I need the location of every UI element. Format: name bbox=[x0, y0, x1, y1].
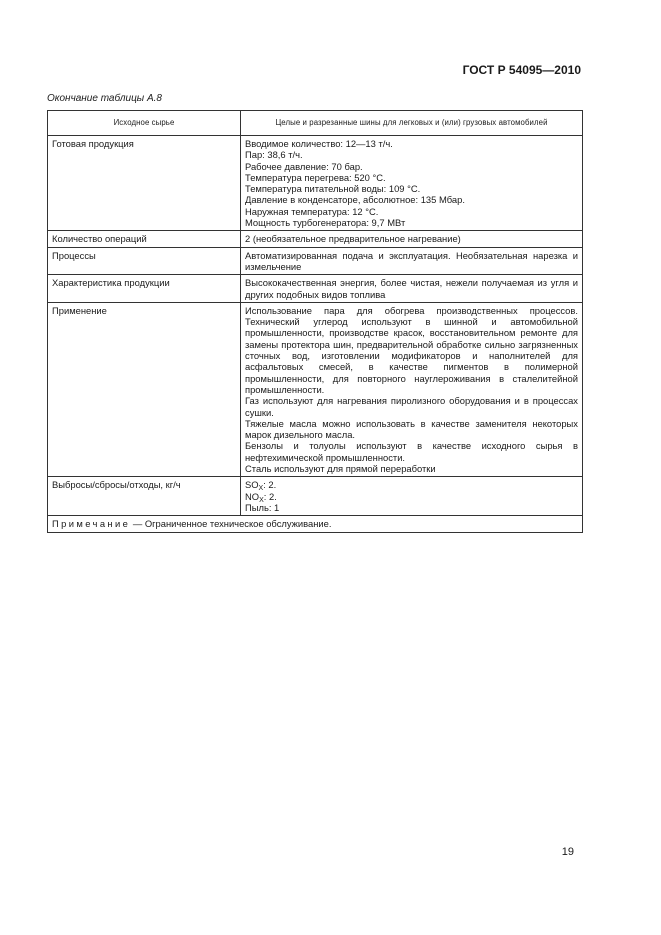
value-paragraph: Бензолы и толуолы используют в качестве исходного сырья в нефтехимической промышленности. bbox=[245, 440, 578, 463]
row-label: Характеристика продукции bbox=[48, 275, 241, 303]
row-label: Количество операций bbox=[48, 231, 241, 247]
table-row bbox=[48, 247, 583, 275]
note-text: — Ограниченное техническое обслуживание. bbox=[130, 518, 332, 530]
standard-designation: ГОСТ Р 54095—2010 bbox=[462, 63, 581, 77]
value-line: Пар: 38,6 т/ч. bbox=[245, 149, 303, 161]
value-line: Температура питательной воды: 109 °С. bbox=[245, 183, 421, 195]
row-value bbox=[241, 136, 583, 231]
emission-dust: Пыль: 1 bbox=[245, 501, 280, 513]
page-number: 19 bbox=[561, 846, 574, 858]
value-paragraph: Газ используют для нагревания пиролизного оборудования и в процессах сушки. bbox=[245, 395, 578, 418]
value-line: Температура перегрева: 520 °С. bbox=[245, 171, 386, 183]
table-note bbox=[48, 516, 583, 532]
row-label: Процессы bbox=[48, 247, 241, 275]
table-row bbox=[48, 136, 583, 231]
value-line: Давление в конденсаторе, абсолютное: 135 Мбар. bbox=[245, 194, 465, 206]
value-line: Рабочее давление: 70 бар. bbox=[245, 160, 363, 172]
row-value: 2 (необязательное предварительное нагревание) bbox=[241, 231, 583, 247]
value-line: Наружная температура: 12 °С. bbox=[245, 205, 379, 217]
table-row bbox=[48, 477, 583, 516]
table-caption: Окончание таблицы А.8 bbox=[47, 93, 162, 104]
table-row bbox=[48, 231, 583, 247]
value-line: Мощность турбогенератора: 9,7 МВт bbox=[245, 217, 406, 229]
note-label: Примечание bbox=[52, 518, 131, 530]
value-paragraph: Тяжелые масла можно использовать в качестве заменителя некоторых марок дизельного масла. bbox=[245, 417, 578, 441]
row-label: Готовая продукция bbox=[48, 136, 241, 231]
table-row bbox=[48, 275, 583, 303]
row-label: Выбросы/сбросы/отходы, кг/ч bbox=[48, 477, 241, 516]
emission-no: $NO_X$: 2. bbox=[245, 490, 277, 504]
note-row bbox=[48, 516, 583, 532]
header-tires: Целые и разрезанные шины для легковых и (или) грузовых автомобилей bbox=[241, 111, 583, 136]
row-value bbox=[241, 302, 583, 476]
emission-so: $SO_X$: 2. bbox=[245, 479, 277, 493]
row-label: Применение bbox=[48, 302, 241, 476]
row-value bbox=[241, 477, 583, 516]
header-source-material: Исходное сырье bbox=[48, 111, 241, 136]
row-value: Высококачественная энергия, более чистая, нежели получаемая из угля и других подобных видов топлива bbox=[241, 275, 583, 303]
value-paragraph: Сталь используют для прямой переработки bbox=[245, 463, 436, 475]
value-line: Вводимое количество: 12—13 т/ч. bbox=[245, 138, 393, 149]
table-header-row bbox=[48, 111, 583, 136]
table-row bbox=[48, 302, 583, 476]
value-paragraph: Использование пара для обогрева производственных процессов. Технический углерод используют в шинной и автомобильной промышленности, производстве красок, восстановительном ремонте для замены протектора шин, предварительной обработке сильно загрязненных сточных вод, изготовлении модификаторов и наполнителей для асфальтовых смесей, в качестве пигментов в полимерной промышленности, для повторного науглероживания в сталелитейной промышленности. bbox=[245, 304, 578, 395]
data-table bbox=[47, 110, 583, 533]
row-value: Автоматизированная подача и эксплуатация. Необязательная нарезка и измельчение bbox=[241, 247, 583, 275]
